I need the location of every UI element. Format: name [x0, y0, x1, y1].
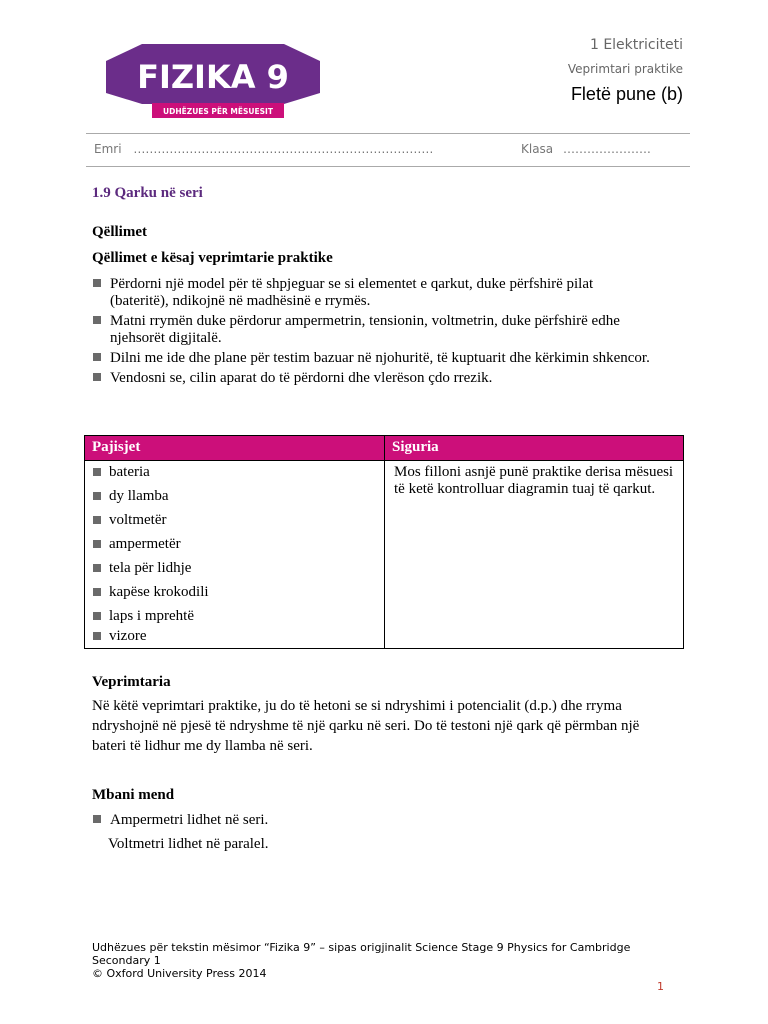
- list-item: Dilni me ide dhe plane për testim bazuar në njohuritë, të kuptuarit dhe kërkimin shkencor.: [92, 350, 652, 367]
- list-item: Vendosni se, cilin aparat do të përdorni dhe vlerëson çdo rrezik.: [92, 370, 652, 387]
- list-item: kapëse krokodili: [92, 584, 209, 601]
- safety-header: Siguria: [392, 439, 439, 455]
- footer-line-1: Udhëzues për tekstin mësimor “Fizika 9” – sipas origjinalit Science Stage 9 Physics for Cambridge Secondary 1: [92, 941, 631, 967]
- equipment-list: [92, 464, 209, 645]
- section-title: 1.9 Qarku në seri: [92, 185, 203, 201]
- list-item: vizore: [92, 628, 209, 645]
- name-label: Emri: [94, 142, 122, 156]
- list-item: bateria: [92, 464, 209, 481]
- equipment-safety-table: [84, 435, 684, 649]
- page-number: 1: [657, 980, 664, 993]
- fizika-logo: [106, 44, 320, 120]
- logo-subtitle: UDHËZUES PËR MËSUESIT: [163, 107, 273, 116]
- chapter-title: 1 Elektriciteti: [589, 37, 683, 53]
- class-dots: ………………….: [563, 142, 651, 156]
- worksheet-title: Fletë pune (b): [570, 84, 683, 104]
- activity-text: Në këtë veprimtari praktike, ju do të hetoni se si ndryshimi i potencialit (d.p.) dhe rryma ndryshojnë në pjesë të ndryshme të një qarku në seri. Do të testoni një qark që përmban një bateri të lidhur me dy llamba në seri.: [92, 698, 640, 754]
- list-item: ampermetër: [92, 536, 209, 553]
- list-item: Përdorni një model për të shpjeguar se si elementet e qarkut, duke përfshirë pilat (bateritë), ndikojnë në madhësinë e rrymës.: [92, 276, 652, 310]
- logo-title: FIZIKA 9: [137, 58, 289, 96]
- form-rule: [86, 166, 690, 167]
- goals-list: [92, 276, 652, 387]
- list-item: Ampermetri lidhet në seri.: [92, 812, 652, 829]
- header-rule: [86, 133, 690, 134]
- activity-type: Veprimtari praktike: [567, 62, 683, 76]
- name-field[interactable]: [94, 142, 433, 156]
- list-item: Matni rrymën duke përdorur ampermetrin, tensionin, voltmetrin, duke përfshirë edhe njehsorët digjitalë.: [92, 313, 652, 347]
- footer-credit: [92, 941, 692, 980]
- safety-text: Mos filloni asnjë punë praktike derisa mësuesi të ketë kontrolluar diagramin tuaj të qarkut.: [394, 464, 674, 497]
- list-item: laps i mprehtë: [92, 608, 209, 625]
- remember-heading: Mbani mend: [92, 787, 175, 803]
- list-item: tela për lidhje: [92, 560, 209, 577]
- name-dots: …………………………………………………………………: [133, 142, 434, 156]
- goals-subheading: Qëllimet e kësaj veprimtarie praktike: [92, 250, 333, 266]
- class-label: Klasa: [521, 142, 554, 156]
- list-item: Voltmetri lidhet në paralel.: [108, 836, 269, 852]
- footer-line-2: © Oxford University Press 2014: [92, 967, 267, 980]
- goals-heading: Qëllimet: [92, 224, 147, 240]
- list-item: dy llamba: [92, 488, 209, 505]
- column-divider: [384, 436, 385, 648]
- remember-list: [92, 812, 652, 853]
- list-item: voltmetër: [92, 512, 209, 529]
- activity-heading: Veprimtaria: [92, 674, 171, 690]
- equipment-header: Pajisjet: [92, 439, 141, 455]
- class-field[interactable]: [521, 142, 651, 156]
